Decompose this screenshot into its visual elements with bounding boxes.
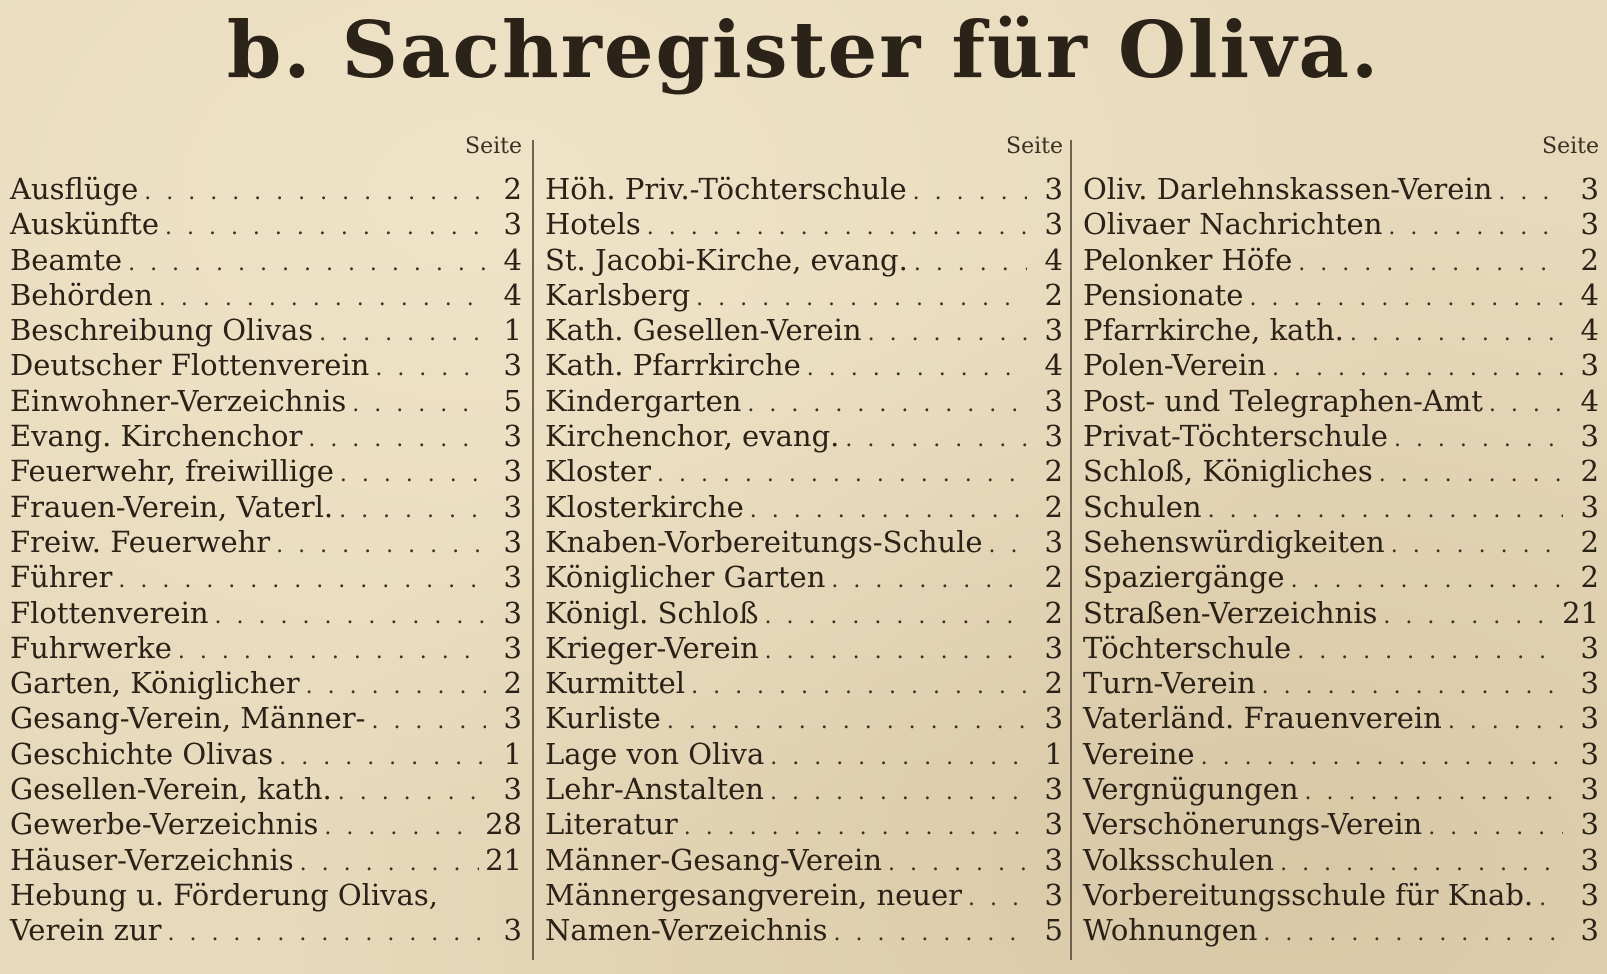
entry-page-number: 4 bbox=[1044, 348, 1063, 383]
index-entry bbox=[545, 631, 1063, 666]
index-entries bbox=[1083, 172, 1599, 949]
entry-label: Kindergarten bbox=[545, 383, 742, 418]
index-entry bbox=[10, 913, 522, 948]
index-entry bbox=[10, 560, 522, 595]
entry-page-number: 2 bbox=[1580, 454, 1599, 489]
entry-page-number: 3 bbox=[503, 207, 522, 242]
entry-page-number: 4 bbox=[1580, 313, 1599, 348]
index-entry bbox=[545, 878, 1063, 913]
entry-label: Vaterländ. Frauenverein bbox=[1083, 701, 1442, 736]
entry-page-number: 3 bbox=[1044, 701, 1063, 736]
index-entry bbox=[10, 772, 522, 807]
entry-page-number: 3 bbox=[503, 524, 522, 559]
index-entry bbox=[545, 807, 1063, 842]
index-entry bbox=[10, 207, 522, 242]
entry-label: Pensionate bbox=[1083, 277, 1244, 312]
entry-label: Literatur bbox=[545, 807, 678, 842]
entry-page-number: 3 bbox=[1580, 419, 1599, 454]
index-entry bbox=[1083, 348, 1599, 383]
entry-label: Männer-Gesang-Verein bbox=[545, 842, 883, 877]
entry-page-number: 3 bbox=[1044, 524, 1063, 559]
dot-leader bbox=[1305, 775, 1563, 810]
index-entry bbox=[545, 384, 1063, 419]
entry-label: Lehr-Anstalten bbox=[545, 772, 764, 807]
entry-page-number: 3 bbox=[1580, 772, 1599, 807]
entry-label: Männergesangverein, neuer bbox=[545, 877, 963, 912]
index-entry bbox=[545, 172, 1063, 207]
entry-label: Königlicher Garten bbox=[545, 560, 826, 595]
entry-page-number: 1 bbox=[1044, 736, 1063, 771]
dot-leader bbox=[165, 210, 486, 245]
entry-page-number: 3 bbox=[1044, 383, 1063, 418]
dot-leader bbox=[1280, 846, 1563, 881]
entry-label: Garten, Königlicher bbox=[10, 666, 300, 701]
dot-leader bbox=[1291, 563, 1563, 598]
index-entry bbox=[1083, 596, 1599, 631]
entry-page-number: 3 bbox=[503, 560, 522, 595]
entry-label: Krieger-Verein bbox=[545, 630, 759, 665]
entry-page-number: 3 bbox=[1044, 172, 1063, 206]
dot-leader bbox=[308, 422, 486, 457]
entry-label: Pelonker Höfe bbox=[1083, 242, 1293, 277]
entry-label: Schulen bbox=[1083, 489, 1202, 524]
dot-leader bbox=[1262, 669, 1563, 704]
column-divider bbox=[532, 140, 534, 960]
entry-label: Fuhrwerke bbox=[10, 630, 172, 665]
entry-page-number: 4 bbox=[503, 277, 522, 312]
entry-label: Beschreibung Olivas bbox=[10, 313, 314, 348]
entry-label: Vereine bbox=[1083, 736, 1195, 771]
index-entry bbox=[545, 666, 1063, 701]
dot-leader bbox=[340, 457, 486, 492]
index-entry bbox=[545, 737, 1063, 772]
entry-page-number: 3 bbox=[1044, 772, 1063, 807]
entry-page-number: 3 bbox=[1580, 736, 1599, 771]
entry-label: Flottenverein bbox=[10, 595, 209, 630]
dot-leader bbox=[1391, 528, 1563, 563]
entry-page-number: 1 bbox=[503, 313, 522, 348]
entry-page-number: 2 bbox=[1580, 560, 1599, 595]
dot-leader bbox=[968, 881, 1027, 916]
dot-leader bbox=[770, 775, 1027, 810]
dot-leader bbox=[1428, 810, 1563, 845]
entry-label: Kloster bbox=[545, 454, 651, 489]
index-entry bbox=[10, 666, 522, 701]
entry-label: Pfarrkirche, kath. bbox=[1083, 313, 1344, 348]
entry-page-number: 3 bbox=[1580, 877, 1599, 912]
index-entry bbox=[1083, 207, 1599, 242]
dot-leader bbox=[1249, 281, 1563, 316]
entry-label: Spaziergänge bbox=[1083, 560, 1285, 595]
index-entry bbox=[545, 348, 1063, 383]
entry-label: Evang. Kirchenchor bbox=[10, 419, 303, 454]
dot-leader bbox=[765, 634, 1027, 669]
index-entry bbox=[1083, 807, 1599, 842]
entry-label: Gesellen-Verein, kath. bbox=[10, 772, 332, 807]
entry-label: Geschichte Olivas bbox=[10, 736, 274, 771]
index-entry bbox=[545, 596, 1063, 631]
dot-leader bbox=[306, 669, 486, 704]
entry-page-number: 5 bbox=[503, 383, 522, 418]
index-entry bbox=[10, 737, 522, 772]
entry-page-number: 2 bbox=[1044, 560, 1063, 595]
entry-label: Polen-Verein bbox=[1083, 348, 1267, 383]
dot-leader bbox=[747, 387, 1027, 422]
index-entry bbox=[1083, 313, 1599, 348]
page-column-header: Seite bbox=[1006, 134, 1063, 159]
dot-leader bbox=[807, 351, 1027, 386]
entry-label: St. Jacobi-Kirche, evang. bbox=[545, 242, 908, 277]
entry-page-number: 3 bbox=[1580, 701, 1599, 736]
page-title: b. Sachregister für Oliva. bbox=[226, 5, 1381, 96]
entry-page-number: 2 bbox=[1044, 595, 1063, 630]
index-entry bbox=[10, 490, 522, 525]
entry-page-number: 3 bbox=[503, 913, 522, 948]
index-entry bbox=[10, 172, 522, 207]
dot-leader bbox=[914, 246, 1027, 281]
index-entry bbox=[545, 772, 1063, 807]
entry-label: Lage von Oliva bbox=[545, 736, 765, 771]
dot-leader bbox=[1263, 916, 1563, 951]
entry-page-number: 2 bbox=[1044, 454, 1063, 489]
entry-label: Verschönerungs-Verein bbox=[1083, 807, 1423, 842]
dot-leader bbox=[691, 669, 1027, 704]
index-entry bbox=[10, 596, 522, 631]
dot-leader bbox=[1539, 881, 1563, 916]
dot-leader bbox=[1298, 246, 1563, 281]
entry-label: Kath. Pfarrkirche bbox=[545, 348, 801, 383]
entry-label: Feuerwehr, freiwillige bbox=[10, 454, 334, 489]
entry-page-number: 4 bbox=[1580, 383, 1599, 418]
index-entry bbox=[545, 278, 1063, 313]
entry-page-number: 3 bbox=[1580, 842, 1599, 877]
entry-label: Höh. Priv.-Töchterschule bbox=[545, 172, 907, 206]
index-entry bbox=[1083, 737, 1599, 772]
entry-page-number: 2 bbox=[1044, 489, 1063, 524]
entry-page-number: 3 bbox=[1580, 172, 1599, 206]
dot-leader bbox=[770, 740, 1027, 775]
index-entry bbox=[10, 348, 522, 383]
entry-label: Karlsberg bbox=[545, 277, 691, 312]
dot-leader bbox=[1394, 422, 1563, 457]
index-entry bbox=[10, 701, 522, 736]
entry-page-number: 3 bbox=[1044, 630, 1063, 665]
entry-label: Vorbereitungsschule für Knab. bbox=[1083, 877, 1534, 912]
entry-page-number: 3 bbox=[1580, 489, 1599, 524]
index-entry bbox=[545, 243, 1063, 278]
entry-page-number: 3 bbox=[503, 348, 522, 383]
entry-label: Wohnungen bbox=[1083, 913, 1258, 948]
index-entry bbox=[10, 878, 522, 913]
index-entry bbox=[545, 313, 1063, 348]
index-entry bbox=[1083, 419, 1599, 454]
index-entry bbox=[10, 243, 522, 278]
entry-page-number: 4 bbox=[1044, 242, 1063, 277]
dot-leader bbox=[657, 457, 1027, 492]
index-entry bbox=[1083, 666, 1599, 701]
entry-page-number: 3 bbox=[503, 701, 522, 736]
index-entry bbox=[10, 313, 522, 348]
dot-leader bbox=[128, 246, 486, 281]
entry-page-number: 3 bbox=[1580, 630, 1599, 665]
entry-label: Auskünfte bbox=[10, 207, 159, 242]
entry-label: Turn-Verein bbox=[1083, 666, 1256, 701]
entry-label: Behörden bbox=[10, 277, 153, 312]
entry-page-number: 3 bbox=[503, 630, 522, 665]
dot-leader bbox=[989, 528, 1027, 563]
entry-page-number: 2 bbox=[1044, 277, 1063, 312]
dot-leader bbox=[178, 634, 486, 669]
index-column-2 bbox=[545, 132, 1063, 974]
dot-leader bbox=[831, 563, 1027, 598]
entry-label: Königl. Schloß bbox=[545, 595, 759, 630]
entry-label: Olivaer Nachrichten bbox=[1083, 207, 1383, 242]
dot-leader bbox=[764, 599, 1027, 634]
entry-label: Führer bbox=[10, 560, 113, 595]
entry-label: Gesang-Verein, Männer- bbox=[10, 701, 366, 736]
entry-label: Post- und Telegraphen-Amt bbox=[1083, 383, 1483, 418]
entry-label: Verein zur bbox=[10, 913, 162, 948]
dot-leader bbox=[667, 704, 1027, 739]
entry-page-number: 21 bbox=[1562, 595, 1599, 630]
index-entry bbox=[10, 454, 522, 489]
entry-label: Hotels bbox=[545, 207, 641, 242]
entry-label: Kath. Gesellen-Verein bbox=[545, 313, 862, 348]
index-entry bbox=[10, 843, 522, 878]
dot-leader bbox=[913, 175, 1027, 210]
dot-leader bbox=[339, 493, 486, 528]
dot-leader bbox=[684, 810, 1027, 845]
dot-leader bbox=[1388, 210, 1563, 245]
entry-page-number: 2 bbox=[503, 172, 522, 206]
dot-leader bbox=[352, 387, 486, 422]
entry-page-number: 3 bbox=[1580, 207, 1599, 242]
index-entry bbox=[1083, 878, 1599, 913]
dot-leader bbox=[1297, 634, 1563, 669]
dot-leader bbox=[696, 281, 1027, 316]
entry-label: Töchterschule bbox=[1083, 630, 1292, 665]
dot-leader bbox=[324, 810, 479, 845]
entry-label: Volksschulen bbox=[1083, 842, 1275, 877]
index-entries bbox=[10, 172, 522, 949]
index-entry bbox=[1083, 843, 1599, 878]
entry-page-number: 28 bbox=[485, 807, 522, 842]
index-entry bbox=[1083, 525, 1599, 560]
entry-page-number: 3 bbox=[503, 772, 522, 807]
entry-page-number: 4 bbox=[503, 242, 522, 277]
entry-label: Straßen-Verzeichnis bbox=[1083, 595, 1378, 630]
index-entry bbox=[1083, 560, 1599, 595]
entry-label: Ausflüge bbox=[10, 172, 139, 206]
index-entry bbox=[10, 631, 522, 666]
dot-leader bbox=[118, 563, 486, 598]
dot-leader bbox=[1350, 316, 1563, 351]
dot-leader bbox=[1498, 175, 1563, 210]
dot-leader bbox=[888, 846, 1027, 881]
entry-page-number: 3 bbox=[1580, 913, 1599, 948]
index-entry bbox=[545, 207, 1063, 242]
index-entry bbox=[1083, 172, 1599, 207]
entry-page-number: 4 bbox=[1580, 277, 1599, 312]
entry-page-number: 3 bbox=[503, 419, 522, 454]
dot-leader bbox=[845, 422, 1027, 457]
entry-label: Kurliste bbox=[545, 701, 661, 736]
dot-leader bbox=[1448, 704, 1563, 739]
dot-leader bbox=[319, 316, 486, 351]
entry-label: Hebung u. Förderung Olivas, bbox=[10, 877, 438, 912]
entry-label: Kurmittel bbox=[545, 666, 686, 701]
entry-page-number: 2 bbox=[503, 666, 522, 701]
entry-page-number: 3 bbox=[1044, 207, 1063, 242]
index-entry bbox=[545, 843, 1063, 878]
entry-label: Beamte bbox=[10, 242, 123, 277]
index-entry bbox=[1083, 454, 1599, 489]
page-column-header: Seite bbox=[1542, 134, 1599, 159]
dot-leader bbox=[371, 704, 486, 739]
entry-label: Knaben-Vorbereitungs-Schule bbox=[545, 524, 983, 559]
index-entry bbox=[545, 560, 1063, 595]
page-column-header: Seite bbox=[465, 134, 522, 159]
index-entry bbox=[545, 454, 1063, 489]
dot-leader bbox=[167, 916, 486, 951]
dot-leader bbox=[647, 210, 1027, 245]
entry-page-number: 3 bbox=[1044, 807, 1063, 842]
entry-label: Gewerbe-Verzeichnis bbox=[10, 807, 319, 842]
entry-label: Sehenswürdigkeiten bbox=[1083, 524, 1385, 559]
entry-page-number: 2 bbox=[1580, 524, 1599, 559]
entry-page-number: 3 bbox=[503, 489, 522, 524]
dot-leader bbox=[1272, 351, 1563, 386]
dot-leader bbox=[144, 175, 486, 210]
entry-page-number: 21 bbox=[485, 842, 522, 877]
entry-page-number: 3 bbox=[1580, 807, 1599, 842]
dot-leader bbox=[279, 740, 486, 775]
index-entry bbox=[1083, 701, 1599, 736]
dot-leader bbox=[1489, 387, 1563, 422]
entry-page-number: 3 bbox=[1580, 348, 1599, 383]
entry-page-number: 3 bbox=[1044, 313, 1063, 348]
index-entry bbox=[1083, 772, 1599, 807]
entry-page-number: 3 bbox=[1580, 666, 1599, 701]
index-entry bbox=[1083, 278, 1599, 313]
dot-leader bbox=[338, 775, 486, 810]
entry-page-number: 5 bbox=[1044, 913, 1063, 948]
index-entry bbox=[1083, 913, 1599, 948]
entry-label: Deutscher Flottenverein bbox=[10, 348, 370, 383]
entry-page-number: 3 bbox=[1044, 877, 1063, 912]
dot-leader bbox=[1383, 599, 1556, 634]
entry-label: Einwohner-Verzeichnis bbox=[10, 383, 347, 418]
dot-leader bbox=[215, 599, 486, 634]
entry-label: Vergnügungen bbox=[1083, 772, 1299, 807]
index-entry bbox=[1083, 631, 1599, 666]
index-entry bbox=[10, 419, 522, 454]
dot-leader bbox=[375, 351, 486, 386]
index-entry bbox=[10, 384, 522, 419]
index-entry bbox=[545, 525, 1063, 560]
entry-label: Privat-Töchterschule bbox=[1083, 419, 1388, 454]
index-entry bbox=[1083, 490, 1599, 525]
dot-leader bbox=[1379, 457, 1563, 492]
index-entry bbox=[545, 419, 1063, 454]
entry-label: Klosterkirche bbox=[545, 489, 744, 524]
column-divider bbox=[1070, 140, 1072, 960]
dot-leader bbox=[833, 916, 1027, 951]
dot-leader bbox=[300, 846, 479, 881]
entry-label: Oliv. Darlehnskassen-Verein bbox=[1083, 172, 1493, 206]
entry-label: Häuser-Verzeichnis bbox=[10, 842, 294, 877]
dot-leader bbox=[159, 281, 486, 316]
entry-page-number: 1 bbox=[503, 736, 522, 771]
index-entry bbox=[545, 490, 1063, 525]
dot-leader bbox=[750, 493, 1027, 528]
entry-label: Kirchenchor, evang. bbox=[545, 419, 840, 454]
entry-page-number: 2 bbox=[1580, 242, 1599, 277]
entry-label: Namen-Verzeichnis bbox=[545, 913, 828, 948]
entry-label: Frauen-Verein, Vaterl. bbox=[10, 489, 334, 524]
entry-label: Schloß, Königliches bbox=[1083, 454, 1373, 489]
index-entry bbox=[10, 525, 522, 560]
entry-page-number: 3 bbox=[1044, 842, 1063, 877]
entry-label: Freiw. Feuerwehr bbox=[10, 524, 271, 559]
entry-page-number: 2 bbox=[1044, 666, 1063, 701]
dot-leader bbox=[1201, 740, 1563, 775]
index-entry bbox=[1083, 243, 1599, 278]
entry-page-number: 3 bbox=[503, 454, 522, 489]
dot-leader bbox=[1208, 493, 1563, 528]
index-entries bbox=[545, 172, 1063, 949]
index-entry bbox=[1083, 384, 1599, 419]
dot-leader bbox=[276, 528, 486, 563]
index-entry bbox=[545, 913, 1063, 948]
entry-page-number: 3 bbox=[1044, 419, 1063, 454]
index-entry bbox=[10, 807, 522, 842]
entry-page-number: 3 bbox=[503, 595, 522, 630]
index-column-1 bbox=[10, 132, 522, 974]
dot-leader bbox=[868, 316, 1027, 351]
index-entry bbox=[10, 278, 522, 313]
index-entry bbox=[545, 701, 1063, 736]
index-column-3 bbox=[1083, 132, 1599, 974]
